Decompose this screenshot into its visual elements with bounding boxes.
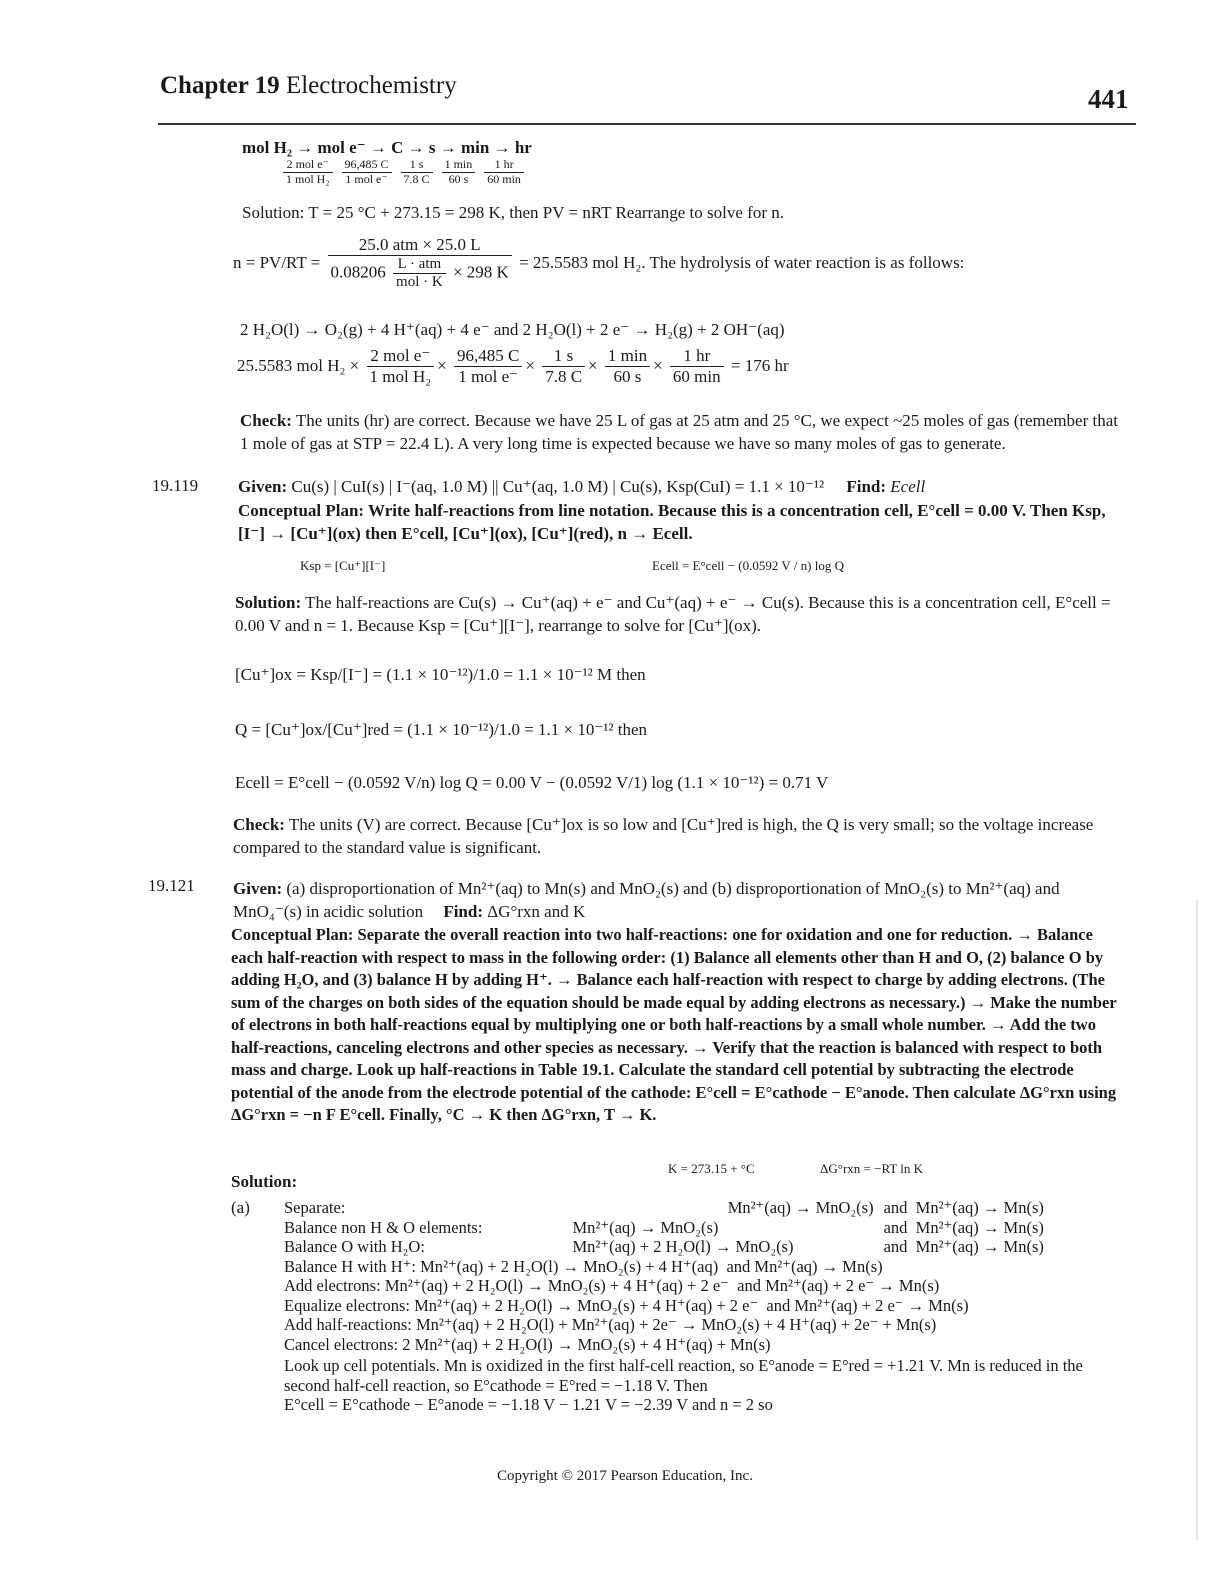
p117-check: Check: The units (hr) are correct. Because we have 25 L of gas at 25 atm and 25 °C, we expect ~25 moles of gas (remember that 1 mole of gas at STP = 22.4 L). A very long time is expected because we have so many moles of gas to generate.: [240, 411, 1118, 453]
p121-part-a: (a): [231, 1198, 250, 1217]
conv-frac: $\frac{1 s}{7.8 C}$: [401, 158, 433, 187]
p119-given: Given: Cu(s) | CuI(s) | I⁻(aq, 1.0 M) || Cu⁺(aq, 1.0 M) | Cu(s), Ksp(CuI) = 1.1 × 10⁻¹² Find: Ecell: [238, 477, 926, 496]
n-result: = 25.5583 mol H₂. The hydrolysis of water reaction is as follows:: [519, 253, 965, 273]
conv-frac: $\frac{\text{2 mol e⁻}}{\text{1 mol H₂}}$: [283, 158, 333, 187]
p119-nernst-expr: Ecell = E°cell − (0.0592 V / n) log Q: [652, 558, 844, 573]
calc-frac: $\frac{1 \min}{60 s}$: [605, 346, 650, 386]
p119-ecell: Ecell = E°cell − (0.0592 V/n) log Q = 0.00 V − (0.0592 V/1) log (1.1 × 10⁻¹²) = 0.71 V: [235, 773, 829, 792]
p117-solution: Solution: T = 25 °C + 273.15 = 298 K, then PV = nRT Rearrange to solve for n.: [242, 203, 784, 222]
p121-solution-label: Solution:: [231, 1172, 298, 1191]
p121-ecell: E°cell = E°cathode − E°anode = −1.18 V − 1.21 V = −2.39 V and n = 2 so: [284, 1395, 773, 1414]
calc-frac: $\frac{1 hr}{60 \min}$: [670, 346, 724, 386]
p121-plan: Conceptual Plan: Separate the overall reaction into two half-reactions: one for oxidation and one for reduction. → Balance each half-reaction with respect to mass in the following order: (1) Balance all elements other than H and O, (2) balance O by adding H₂O, and (3) balance H by adding H⁺. → Balance each half-reaction with respect to charge by adding electrons. (The sum of the charges on both sides of the equation should be made equal by adding electrons as necessary.) → Make the number of electrons in both half-reactions equal by multiplying one or both half-reactions by a small whole number. → Add the two half-reactions, canceling electrons and other species as necessary. → Verify that the reaction is balanced with respect to both mass and charge. Look up half-reactions in Table 19.1. Calculate the standard cell potential by subtracting the electrode potential of the anode from the electrode potential of the cathode: E°cell = E°cathode − E°anode. Then calculate ΔG°rxn using ΔG°rxn = −n F E°cell. Finally, °C → K then ΔG°rxn, T → K.: [231, 925, 1117, 1124]
p117-calc: 25.5583 mol H₂ × $\frac{\text{2 mol e⁻}}{\text{1 mol H₂}}$ × $\frac{96,485 C}{\text{1 mol e⁻}}$ × $\frac{1 s}{7.8 C}$ × $\frac{1 \min}{60 s}$ × $\frac{1 hr}{60 \min}$ = 176 hr: [237, 346, 789, 386]
p121-number: 19.121: [148, 876, 195, 895]
scan-edge: [1196, 900, 1198, 1540]
p121-k-expr: K = 273.15 + °C: [668, 1161, 755, 1176]
n-numerator: 25.0 atm × 25.0 L: [328, 235, 512, 256]
p121-add-half: Add half-reactions: Mn²⁺(aq) + 2 H₂O(l) + Mn²⁺(aq) + 2e⁻ → MnO₂(s) + 4 H⁺(aq) + 2e⁻ + Mn(s): [284, 1315, 937, 1334]
page-number: 441: [1088, 84, 1129, 114]
n-fraction: [328, 235, 512, 291]
n-denominator: 0.08206 $\frac{\text{L · atm}}{\text{mol · K}}$ × 298 K: [330, 255, 509, 290]
chapter-label: Chapter 19: [160, 72, 280, 99]
p121-given: Given: (a) disproportionation of Mn²⁺(aq) to Mn(s) and MnO₂(s) and (b) disproportionation of MnO₂(s) to Mn²⁺(aq) and MnO₄⁻(s) in acidic solution Find: ΔG°rxn and K: [233, 879, 1060, 921]
p121-cancel: Cancel electrons: 2 Mn²⁺(aq) + 2 H₂O(l) → MnO₂(s) + 4 H⁺(aq) + Mn(s): [284, 1334, 771, 1354]
chapter-title: Electrochemistry: [285, 72, 457, 99]
p119-number: 19.119: [152, 476, 199, 495]
p119-solution: Solution: The half-reactions are Cu(s) → Cu⁺(aq) + e⁻ and Cu⁺(aq) + e⁻ → Cu(s). Because this is a concentration cell, E°cell = 0.00 V and n = 1. Because Ksp = [Cu⁺][I⁻], rearrange to solve for [Cu⁺](ox).: [235, 593, 1111, 635]
calc-frac: $\frac{96,485 C}{\text{1 mol e⁻}}$: [454, 346, 522, 386]
p121-dg-expr: ΔG°rxn = −RT ln K: [820, 1161, 924, 1176]
n-eq-left: n = PV/RT =: [233, 253, 321, 273]
p119-cu-ox: [Cu⁺]ox = Ksp/[I⁻] = (1.1 × 10⁻¹²)/1.0 = 1.1 × 10⁻¹² M then: [235, 665, 646, 684]
p119-check: Check: The units (V) are correct. Because [Cu⁺]ox is so low and [Cu⁺]red is high, the Q is very small; so the voltage increase compared to the standard value is significant.: [233, 815, 1094, 857]
p119-ksp-expr: Ksp = [Cu⁺][I⁻]: [300, 558, 386, 573]
p117-n-equation: [233, 235, 964, 305]
copyright-footer: Copyright © 2017 Pearson Education, Inc.: [497, 1468, 753, 1484]
conv-frac: $\frac{1 \min}{60 s}$: [442, 158, 476, 187]
p117-plan: mol H₂ → mol e⁻ → C → s → min → hr: [242, 138, 532, 157]
calc-frac: $\frac{\text{2 mol e⁻}}{\text{1 mol H₂}}$: [367, 346, 435, 386]
p121-lookup: Look up cell potentials. Mn is oxidized in the first half-cell reaction, so E°anode = E°red = +1.21 V. Mn is reduced in the second half-cell reaction, so E°cathode = E°red = −1.18 V. Then: [284, 1356, 1083, 1395]
conv-frac: $\frac{96,485 C}{\text{1 mol e⁻}}$: [342, 158, 392, 187]
p117-reaction: 2 H₂O(l) → O₂(g) + 4 H⁺(aq) + 4 e⁻ and 2 H₂O(l) + 2 e⁻ → H₂(g) + 2 OH⁻(aq): [240, 320, 785, 339]
conv-frac: $\frac{1 hr}{60 \min}$: [484, 158, 524, 187]
header-rule: [158, 123, 1136, 125]
p119-q: Q = [Cu⁺]ox/[Cu⁺]red = (1.1 × 10⁻¹²)/1.0 = 1.1 × 10⁻¹² then: [235, 720, 648, 739]
calc-frac: $\frac{1 s}{7.8 C}$: [542, 346, 585, 386]
p117-conversion-factors: [280, 158, 527, 187]
p121-steps: Separate: Mn²⁺(aq) → MnO₂(s) and Mn²⁺(aq) → Mn(s) Balance non H & O elements: Mn²⁺(aq) → MnO₂(s) and Mn²⁺(aq) → Mn(s) Balance O with H₂O: Mn²⁺(aq) + 2 H₂O(l) → MnO₂(s) and Mn²⁺(aq) → Mn(s) Balance H with H⁺: Mn²⁺(aq) + 2 H₂O(l) → MnO₂(s) + 4 H⁺(aq) and Mn²⁺(aq) → Mn(s) Add electrons: Mn²⁺(aq) + 2 H₂O(l) → MnO₂(s) + 4 H⁺(aq) + 2 e⁻ and Mn²⁺(aq) + 2 e⁻ → Mn(s) Equalize electrons: Mn²⁺(aq) + 2 H₂O(l) → MnO₂(s) + 4 H⁺(aq) + 2 e⁻ and Mn²⁺(aq) + 2 e⁻ → Mn(s) Add half-reactions: Mn²⁺(aq) + 2 H₂O(l) + Mn²⁺(aq) + 2e⁻ → MnO₂(s) + 4 H⁺(aq) + 2e⁻ + Mn(s) Cancel electrons: 2 Mn²⁺(aq) + 2 H₂O(l) → MnO₂(s) + 4 H⁺(aq) + Mn(s) Look up cell potentials. Mn is oxidized in the first half-cell reaction, so E°anode = E°red = +1.21 V. Mn is reduced in the second half-cell reaction, so E°cathode = E°red = −1.18 V. Then E°cell = E°cathode − E°anode = −1.18 V − 1.21 V = −2.39 V and n = 2 so: [284, 1198, 1124, 1415]
chapter-heading: [160, 72, 457, 100]
p119-plan: Conceptual Plan: Write half-reactions from line notation. Because this is a concentration cell, E°cell = 0.00 V. Then Ksp, [I⁻] → [Cu⁺](ox) then E°cell, [Cu⁺](ox), [Cu⁺](red), n → Ecell.: [238, 501, 1106, 543]
